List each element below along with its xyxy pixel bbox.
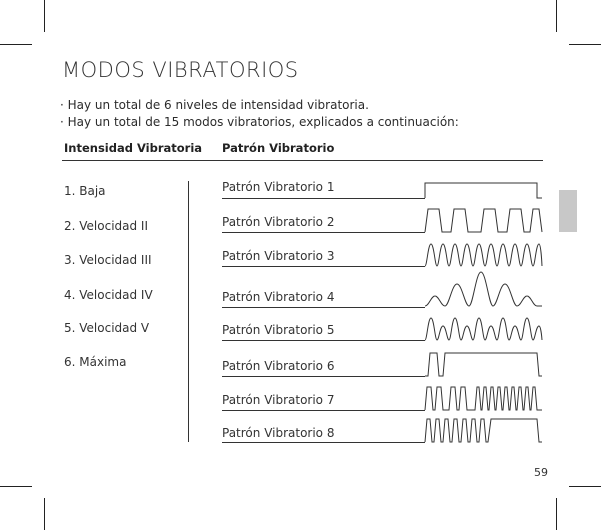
crop-mark-top-right-h [569,44,601,45]
column-divider [188,181,189,442]
pattern-wave-8 [425,416,543,444]
crop-mark-bottom-left-v [44,498,45,530]
bullet-levels: · Hay un total de 6 niveles de intensidad vibratoria. [60,98,369,112]
header-intensity: Intensidad Vibratoria [64,141,203,155]
pattern-label-3: Patrón Vibratorio 3 [222,249,335,263]
pattern-label-1: Patrón Vibratorio 1 [222,180,335,194]
pattern-line-4 [222,307,425,308]
pattern-wave-7 [425,384,543,412]
pattern-line-5 [222,340,425,341]
pattern-label-8: Patrón Vibratorio 8 [222,426,335,440]
pattern-line-1 [222,198,425,199]
crop-mark-bottom-right-h [569,486,601,487]
crop-mark-top-left-h [0,44,32,45]
crop-mark-top-right-v [556,0,557,32]
pattern-line-6 [222,376,425,377]
pattern-wave-6 [425,350,543,378]
pattern-line-7 [222,410,425,411]
pattern-wave-4 [425,270,543,308]
pattern-label-4: Patrón Vibratorio 4 [222,290,335,304]
crop-mark-top-left-v [44,0,45,32]
pattern-wave-2 [425,206,543,234]
crop-mark-bottom-right-v [556,498,557,530]
pattern-line-3 [222,266,425,267]
level-item-5: 5. Velocidad V [64,321,150,335]
crop-mark-bottom-left-h [0,486,32,487]
pattern-label-5: Patrón Vibratorio 5 [222,323,335,337]
pattern-wave-3 [425,242,543,268]
pattern-line-8 [222,442,425,443]
pattern-label-2: Patrón Vibratorio 2 [222,215,335,229]
level-item-1: 1. Baja [64,184,106,198]
level-item-3: 3. Velocidad III [64,253,152,267]
level-item-6: 6. Máxima [64,355,127,369]
pattern-wave-1 [425,182,543,200]
level-item-4: 4. Velocidad IV [64,288,153,302]
bullet-modes: · Hay un total de 15 modos vibratorios, explicados a continuación: [60,115,459,129]
pattern-line-2 [222,232,425,233]
pattern-label-7: Patrón Vibratorio 7 [222,393,335,407]
page-number: 59 [534,466,548,479]
header-divider [62,160,543,161]
level-item-2: 2. Velocidad II [64,219,149,233]
pattern-wave-5 [425,316,543,342]
header-pattern: Patrón Vibratorio [222,141,335,155]
pattern-label-6: Patrón Vibratorio 6 [222,359,335,373]
page-tab-marker [559,190,577,232]
page-title: MODOS VIBRATORIOS [62,58,299,82]
